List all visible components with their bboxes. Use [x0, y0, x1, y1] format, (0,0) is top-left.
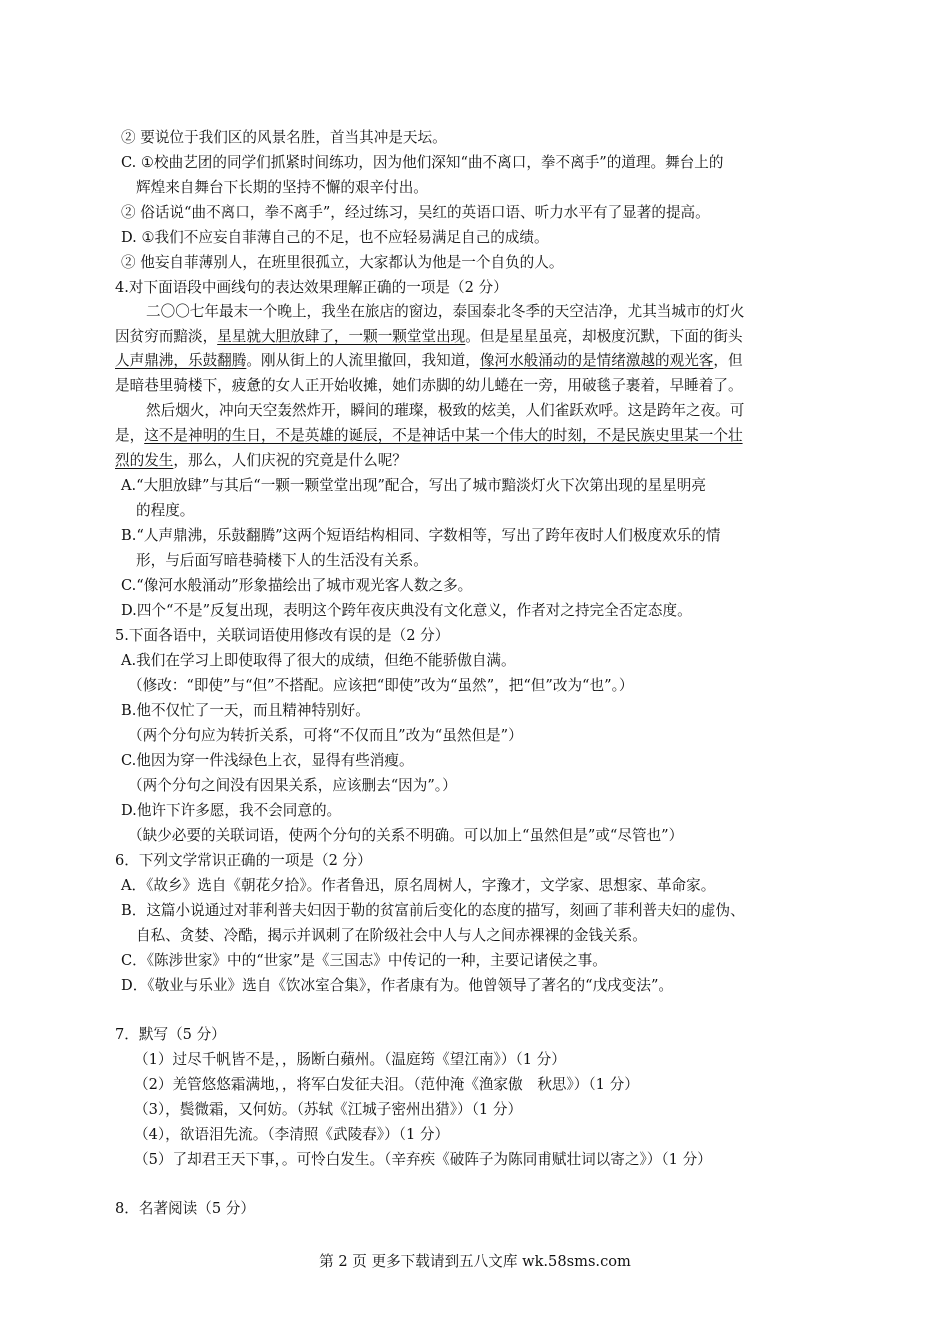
q8-stem: 8．名著阅读（5 分）	[115, 1200, 255, 1217]
q5-option-a: A.我们在学习上即使取得了很大的成绩，但绝不能骄傲自满。	[121, 652, 516, 669]
underlined-sentence: 烈的发生	[115, 452, 174, 469]
q7-line: （2）羌管悠悠霜满地，，将军白发征夫泪。（范仲淹《渔家傲 秋思》）（1 分）	[134, 1076, 639, 1093]
q7-line: （5）了却君王天下事，。可怜白发生。（辛弃疾《破阵子为陈同甫赋壮词以寄之》）（1 分）	[134, 1151, 712, 1168]
q4-option-d: D.四个“不是”反复出现，表明这个跨年夜庆典没有文化意义，作者对之持完全否定态度。	[121, 602, 692, 619]
q4-passage-line	[115, 425, 743, 447]
q4-option-a-cont: 的程度。	[136, 502, 195, 519]
q4-passage-line	[115, 350, 743, 372]
q4-option-a: A.“大胆放肆”与其后“一颗一颗堂堂出现”配合，写出了城市黯淡灯火下次第出现的星星明亮	[121, 477, 706, 494]
q4-stem: 4.对下面语段中画线句的表达效果理解正确的一项是（2 分）	[115, 279, 508, 296]
q5-option-a-note: （修改：“即使”与“但”不搭配。应该把“即使”改为“虽然”，把“但”改为“也”。）	[128, 677, 634, 694]
passage-text: 。但是星星虽亮，却极度沉默，下面的街头	[465, 328, 743, 345]
q7-stem: 7．默写（5 分）	[115, 1026, 226, 1043]
q6-option-a: A．《故乡》选自《朝花夕拾》。作者鲁迅，原名周树人，字豫才，文学家、思想家、革命家。	[121, 877, 716, 894]
q3-option-c1-cont: 辉煌来自舞台下长期的坚持不懈的艰辛付出。	[136, 179, 428, 196]
q3-option-d1: D. ①我们不应妄自菲薄自己的不足，也不应轻易满足自己的成绩。	[121, 229, 549, 246]
q4-passage-line: 然后烟火，冲向天空轰然炸开，瞬间的璀璨，极致的炫美，人们雀跃欢呼。这是跨年之夜。可	[146, 402, 745, 419]
underlined-sentence: 星星就大胆放肆了，一颗一颗堂堂出现	[217, 328, 466, 345]
q4-passage-line	[115, 326, 743, 348]
q3-option-b2: ② 要说位于我们区的风景名胜，首当其冲是天坛。	[121, 129, 447, 146]
q4-option-b: B.“人声鼎沸，乐鼓翻腾”这两个短语结构相同、字数相等，写出了跨年夜时人们极度欢乐的情	[121, 527, 721, 544]
passage-text: 因贫穷而黯淡，	[115, 328, 218, 345]
passage-text: ，但	[713, 352, 743, 369]
q7-line: （4），欲语泪先流。（李清照《武陵春》）（1 分）	[134, 1126, 450, 1143]
q4-option-b-cont: 形，与后面写暗巷骑楼下人的生活没有关系。	[136, 552, 428, 569]
q6-option-b-cont: 自私、贪婪、冷酷，揭示并讽刺了在阶级社会中人与人之间赤裸裸的金钱关系。	[136, 927, 647, 944]
q4-passage-line: 是暗巷里骑楼下，疲惫的女人正开始收摊，她们赤脚的幼儿蜷在一旁，用破毯子裹着，早睡着了。	[115, 377, 743, 394]
q4-passage-line	[115, 450, 407, 472]
q4-passage-line: 二〇〇七年最末一个晚上，我坐在旅店的窗边，泰国泰北冬季的天空洁净，尤其当城市的灯火	[146, 303, 745, 320]
underlined-sentence: 像河水般涌动的是情绪激越的观光客	[479, 352, 714, 369]
underlined-sentence: 人声鼎沸，乐鼓翻腾	[115, 352, 247, 369]
q5-option-b: B.他不仅忙了一天，而且精神特别好。	[121, 702, 370, 719]
q5-stem: 5.下面各语中，关联词语使用修改有误的是（2 分）	[115, 627, 450, 644]
q5-option-c: C.他因为穿一件浅绿色上衣，显得有些消瘦。	[121, 752, 414, 769]
passage-text: ，那么，人们庆祝的究竟是什么呢？	[173, 452, 407, 469]
q6-option-d: D．《敬业与乐业》选自《饮冰室合集》，作者康有为。他曾领导了著名的“戊戌变法”。	[121, 977, 673, 994]
passage-text: 。刚从街上的人流里撤回，我知道，	[246, 352, 480, 369]
q7-line: （3），鬓微霜，又何妨。（苏轼《江城子密州出猎》）（1 分）	[134, 1101, 523, 1118]
passage-text: 是，	[115, 427, 145, 444]
page-footer: 第 2 页 更多下载请到五八文库 wk.58sms.com	[319, 1253, 631, 1270]
q5-option-d-note: （缺少必要的关联词语，使两个分句的关系不明确。可以加上“虽然但是”或“尽管也”）	[128, 827, 684, 844]
underlined-sentence: 这不是神明的生日，不是英雄的诞辰，不是神话中某一个伟大的时刻，不是民族史里某一个壮	[144, 427, 743, 444]
q6-option-b: B．这篇小说通过对菲利普夫妇因于勒的贫富前后变化的态度的描写，刻画了菲利普夫妇的虚伪、	[121, 902, 745, 919]
q3-option-c1: C. ①校曲艺团的同学们抓紧时间练功，因为他们深知“曲不离口，拳不离手”的道理。舞台上的	[121, 154, 724, 171]
q5-option-b-note: （两个分句应为转折关系，可将“不仅而且”改为“虽然但是”）	[128, 727, 523, 744]
q5-option-d: D.他许下许多愿，我不会同意的。	[121, 802, 342, 819]
q6-stem: 6．下列文学常识正确的一项是（2 分）	[115, 852, 372, 869]
q6-option-c: C．《陈涉世家》中的“世家”是《三国志》中传记的一种，主要记诸侯之事。	[121, 952, 607, 969]
q5-option-c-note: （两个分句之间没有因果关系，应该删去“因为”。）	[128, 777, 457, 794]
q3-option-d2: ② 他妄自菲薄别人，在班里很孤立，大家都认为他是一个自负的人。	[121, 254, 564, 271]
q7-line: （1）过尽千帆皆不是，，肠断白蘋州。（温庭筠《望江南》）（1 分）	[134, 1051, 566, 1068]
q3-option-c2: ② 俗话说“曲不离口，拳不离手”，经过练习，吴红的英语口语、听力水平有了显著的提高。	[121, 204, 710, 221]
q4-option-c: C.“像河水般涌动”形象描绘出了城市观光客人数之多。	[121, 577, 473, 594]
